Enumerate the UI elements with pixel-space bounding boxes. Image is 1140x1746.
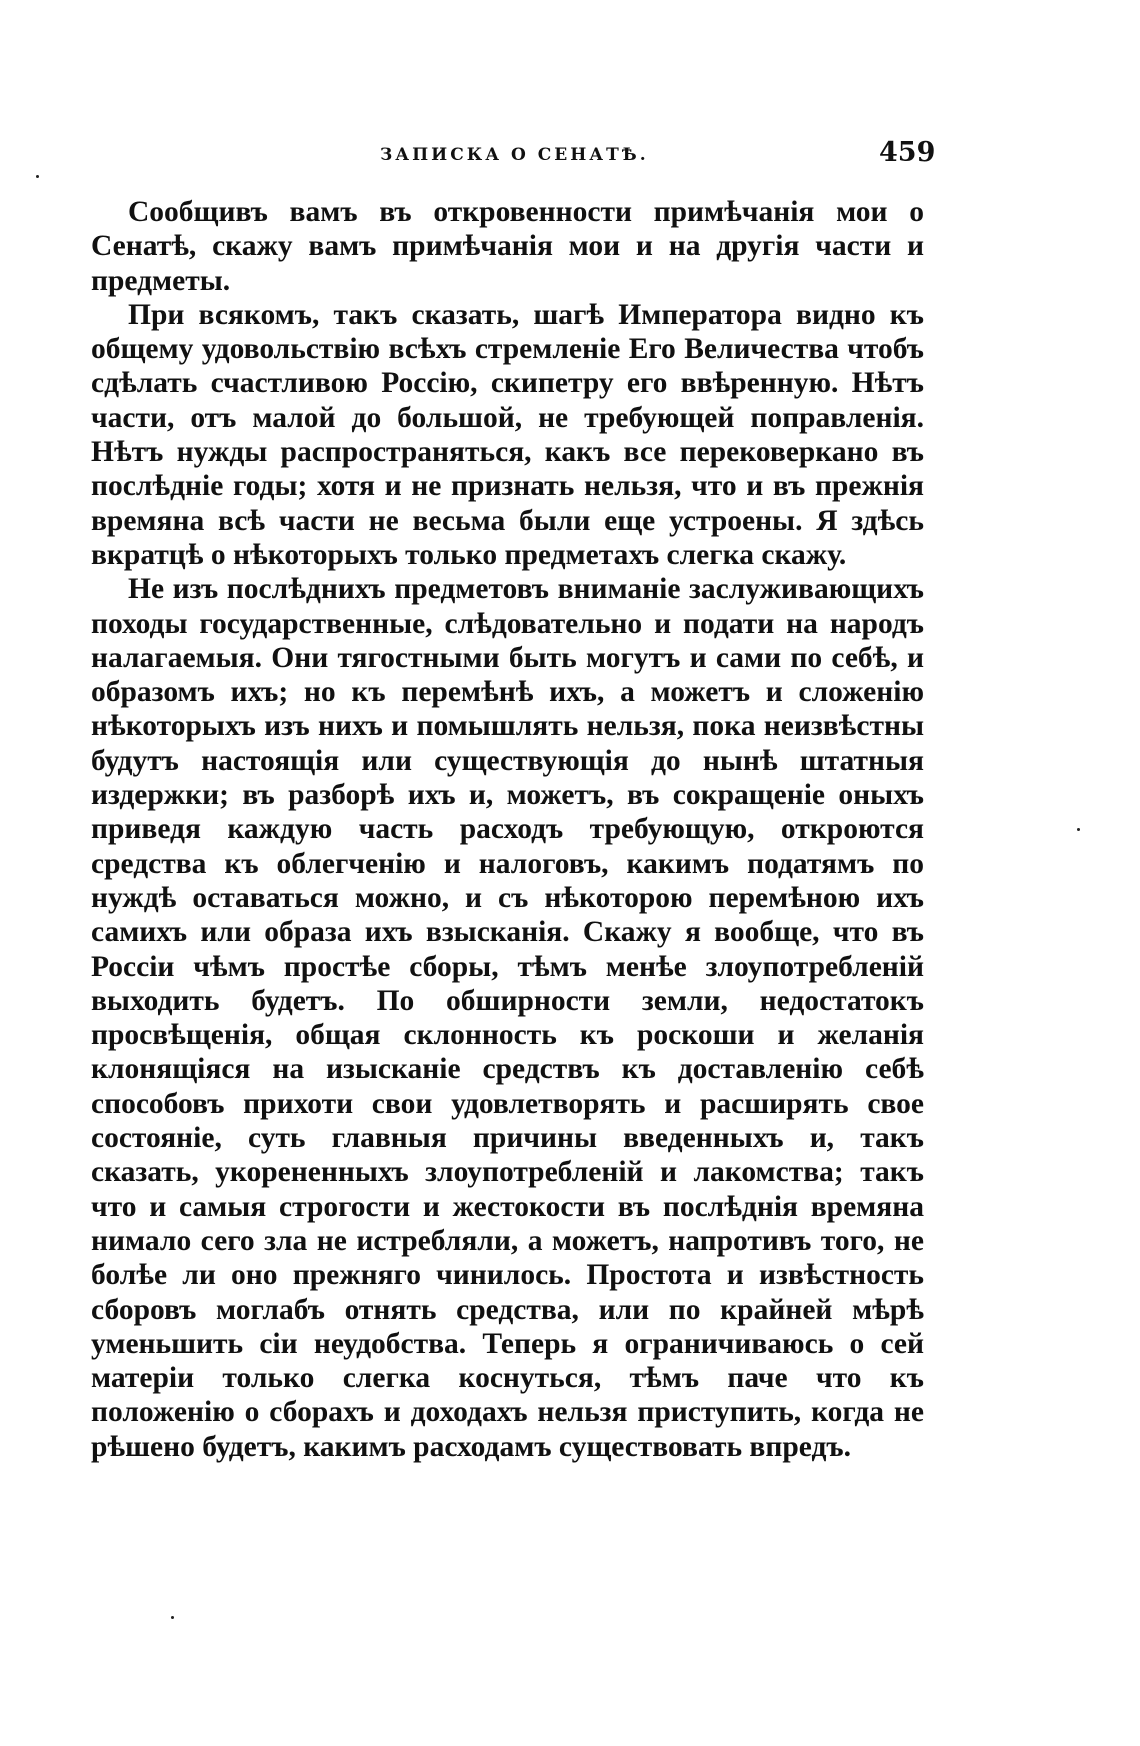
body-text [91, 195, 924, 1464]
print-speck [171, 1616, 174, 1619]
paragraph-3: Не изъ послѣднихъ предметовъ вниманіе заслуживающихъ походы государственные, слѣдовательно и подати на народъ налагаемыя. Они тягостными быть могутъ и сами по себѣ, и образомъ ихъ; но къ перемѣнѣ ихъ, а можетъ и сложенію нѣкоторыхъ изъ нихъ и помышлять нельзя, пока неизвѣстны будутъ настоящія или существующія до нынѣ штатныя издержки; въ разборѣ ихъ и, можетъ, въ сокращеніе оныхъ приведя каждую часть расходъ требующую, откроются средства къ облегченію и налоговъ, какимъ податямъ по нуждѣ оставаться можно, и съ нѣкоторою перемѣною ихъ самихъ или образа ихъ взысканія. Скажу я вообще, что въ Россіи чѣмъ простѣе сборы, тѣмъ менѣе злоупотребленій выходить будетъ. По обширности земли, недостатокъ просвѣщенія, общая склонность къ роскоши и желанія клонящіяся на изысканіе средствъ къ доставленію себѣ способовъ прихоти свои удовлетворять и расширять свое состояніе, суть главныя причины введенныхъ и, такъ сказать, укорененныхъ злоупотребленій и лакомства; такъ что и самыя строгости и жестокости въ послѣднія времяна нимало сего зла не истребляли, а можетъ, напротивъ того, не болѣе ли оно прежняго чинилось. Простота и извѣстность сборовъ моглабъ отнять средства, или по крайней мѣрѣ уменьшить сіи неудобства. Теперь я ограничиваюсь о сей матеріи только слегка коснуться, тѣмъ паче что къ положенію о сборахъ и доходахъ нельзя приступить, когда не рѣшено будетъ, какимъ расходамъ существовать впредъ. [91, 573, 924, 1463]
print-speck [1077, 828, 1080, 831]
paragraph-1: Сообщивъ вамъ въ откровенности примѣчанія мои о Сенатѣ, скажу вамъ примѣчанія мои и на другія части и предметы. [91, 196, 924, 297]
paragraph-2: При всякомъ, такъ сказать, шагѣ Императора видно къ общему удовольствію всѣхъ стремленіе Его Величества чтобъ сдѣлать счастливою Россію, скипетру его ввѣренную. Нѣтъ части, отъ малой до большой, не требующей поправленія. Нѣтъ нужды распространяться, какъ все перековеркано въ послѣдніе годы; хотя и не признать нельзя, что и въ прежнія времяна всѣ части не весьма были еще устроены. Я здѣсь вкратцѣ о нѣкоторыхъ только предметахъ слегка скажу. [91, 298, 924, 571]
running-header [0, 137, 1140, 177]
page-number: 459 [879, 137, 936, 168]
print-speck [36, 175, 39, 178]
page-title: ЗАПИСКА О СЕНАТѢ. [380, 145, 649, 165]
